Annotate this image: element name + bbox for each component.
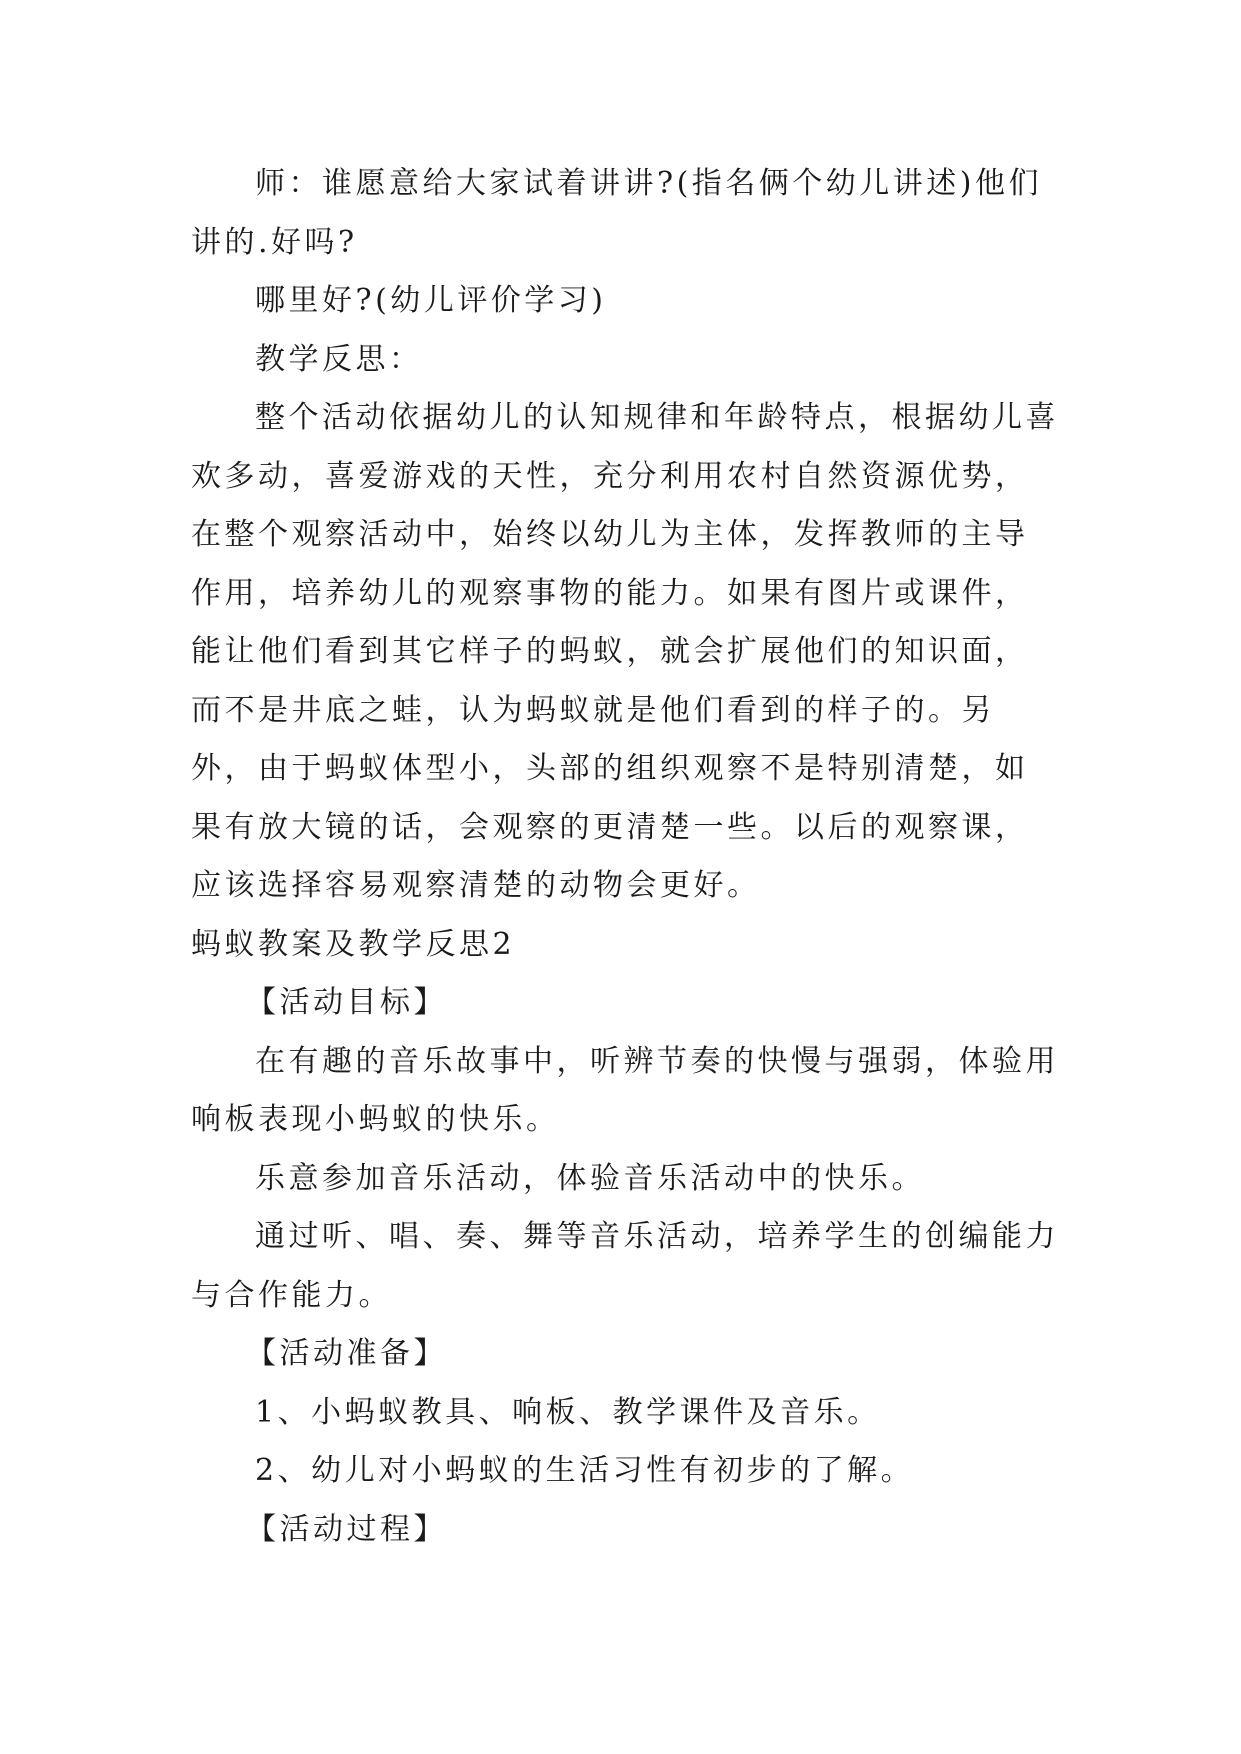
paragraph-goal-1: 在有趣的音乐故事中，听辨节奏的快慢与强弱，体验用响板表现小蚂蚁的快乐。	[191, 1043, 1059, 1137]
paragraph-prep-2: 2、幼儿对小蚂蚁的生活习性有初步的了解。	[255, 1453, 915, 1488]
paragraph-goal-3: 通过听、唱、奏、舞等音乐活动，培养学生的创编能力与合作能力。	[191, 1219, 1059, 1313]
heading-activity-goals: 【活动目标】	[246, 985, 447, 1020]
paragraph-goal-2: 乐意参加音乐活动，体验音乐活动中的快乐。	[255, 1160, 925, 1196]
paragraph-reflection-heading: 教学反思：	[255, 341, 423, 377]
section-title: 蚂蚁教案及教学反思2	[191, 926, 516, 962]
paragraph-teacher-question: 师：谁愿意给大家试着讲讲?(指名俩个幼儿讲述)他们讲的.好吗?	[191, 166, 1042, 260]
paragraph-where-good: 哪里好?(幼儿评价学习)	[255, 283, 607, 318]
paragraph-reflection-body: 整个活动依据幼儿的认知规律和年龄特点，根据幼儿喜欢多动，喜爱游戏的天性，充分利用农村自然资源优势，在整个观察活动中，始终以幼儿为主体，发挥教师的主导作用，培养幼儿的观察事物的能力。如果有图片或课件，能让他们看到其它样子的蚂蚁，就会扩展他们的知识面，而不是井底之蛙，认为蚂蚁就是他们看到的样子的。另外，由于蚂蚁体型小，头部的组织观察不是特别清楚，如果有放大镜的话，会观察的更清楚一些。以后的观察课，应该选择容易观察清楚的动物会更好。	[191, 400, 1059, 903]
heading-activity-process: 【活动过程】	[246, 1511, 447, 1547]
document-body	[191, 155, 1061, 1559]
heading-activity-prep: 【活动准备】	[246, 1336, 447, 1371]
paragraph-prep-1: 1、小蚂蚁教具、响板、教学课件及音乐。	[255, 1394, 881, 1430]
